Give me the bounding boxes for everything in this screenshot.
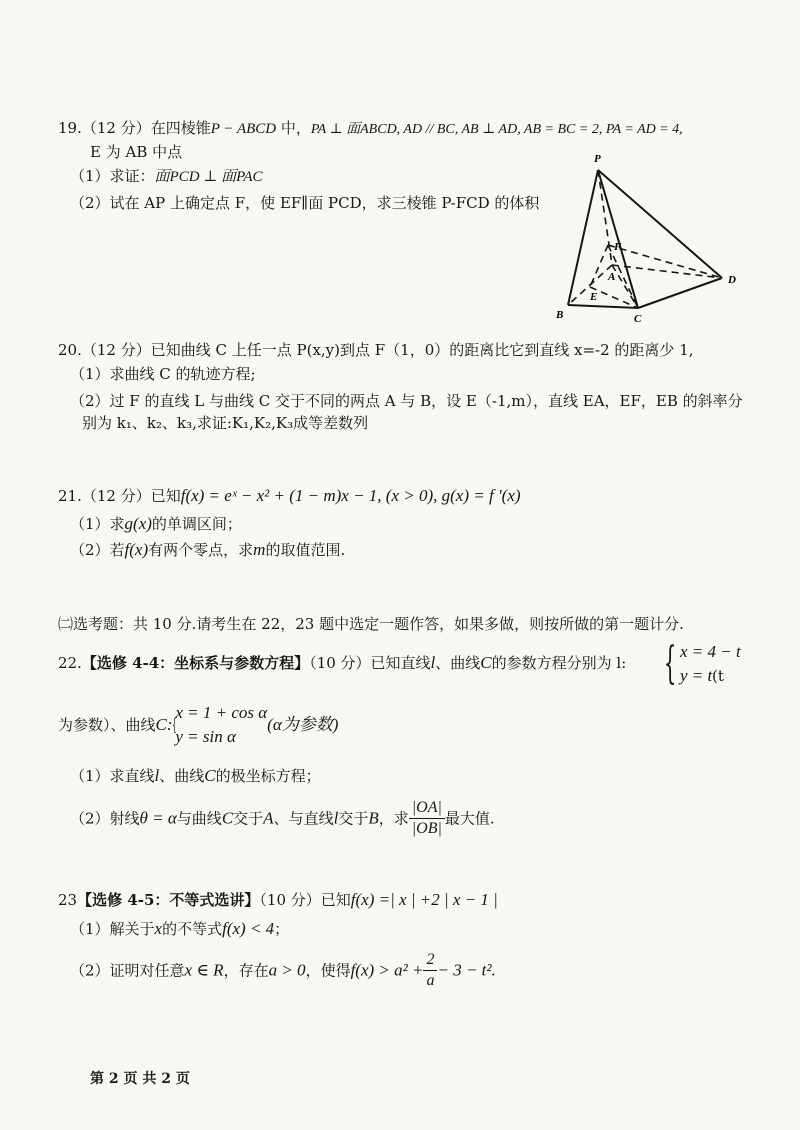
q22-curve-brace: { xyxy=(171,715,177,735)
edge-bc xyxy=(568,305,638,308)
q22-p2-text: （2）射线 xyxy=(70,809,140,828)
q23-p2-lhs: f(x) > a² + xyxy=(350,960,424,980)
q23-function: f(x) =| x | +2 | x − 1 | xyxy=(350,890,498,909)
q22-l: l xyxy=(430,653,436,672)
q23-p1-mid: 的不等式 xyxy=(162,920,223,938)
q21-p2-text: （2）若 xyxy=(70,541,125,559)
q23-points: （10 分）已知 xyxy=(259,891,351,909)
q22-line2-text: 为参数）、曲线 xyxy=(58,716,156,734)
q23-p2-text: （2）证明对任意 xyxy=(70,961,185,980)
q22-eq-c2: y = sin α xyxy=(175,727,236,746)
q23-line1 xyxy=(58,890,498,910)
q22-part1 xyxy=(70,766,321,786)
q22-t-open: (t xyxy=(712,667,724,685)
q19-pyramid: P − ABCD xyxy=(210,121,277,137)
q22-p1-l: l xyxy=(154,766,160,785)
q22-p2-B: B xyxy=(368,808,379,828)
q22-line-equations xyxy=(660,640,741,688)
q23-tag: 【选修 4-5：不等式选讲】 xyxy=(77,891,260,909)
q21-p2-mid: 有两个零点，求 xyxy=(148,541,254,559)
elective-header: ㈡选考题：共 10 分.请考生在 22，23 题中选定一题作答，如果多做，则按所做的第一题计分. xyxy=(58,615,684,633)
q21-p1-tail: 的单调区间； xyxy=(151,515,242,533)
label-f: F xyxy=(614,241,622,253)
edge-cd xyxy=(638,278,722,308)
q23-p2-c: ，使得 xyxy=(305,961,351,980)
q21-p1-text: （1）求 xyxy=(70,515,125,533)
q23-part2 xyxy=(70,950,496,991)
q23-part1 xyxy=(70,919,289,939)
q21-p1-g: g(x) xyxy=(124,514,152,533)
q19-part1-math: 面PCD ⊥ 面PAC xyxy=(154,169,263,185)
q22-p2-e: 交于 xyxy=(338,809,369,828)
q23-p1-x: x xyxy=(154,919,163,938)
q22-p2-C: C xyxy=(221,808,234,828)
q22-curve-eq-stack xyxy=(175,701,267,749)
q21-number: 21. xyxy=(58,487,82,505)
q20-stem: （12 分）已知曲线 C 上任一点 P(x,y)到点 F（1，0）的距离比它到直线 x=-2 的距离少 1, xyxy=(81,341,694,359)
q22-p2-g: 最大值. xyxy=(444,809,495,828)
q22-frac-num: |OA| xyxy=(409,798,445,819)
q20-number: 20. xyxy=(58,341,82,359)
q19-part1 xyxy=(70,166,263,187)
q22-p2-A: A xyxy=(263,808,274,828)
q22-C: C xyxy=(480,653,492,672)
q19-part2: （2）试在 AP 上确定点 F，使 EF∥面 PCD，求三棱锥 P-FCD 的体积 xyxy=(70,194,540,212)
q20-part1: （1）求曲线 C 的轨迹方程; xyxy=(70,365,256,383)
q21-function: f(x) = eˣ − x² + (1 − m)x − 1, (x > 0), g(x) = f ′(x) xyxy=(180,486,521,505)
q23-fraction xyxy=(423,950,437,991)
edge-pb xyxy=(568,170,598,305)
q19-number: 19. xyxy=(58,119,82,137)
q22-curve-name: C: xyxy=(155,715,173,734)
q22-line-brace: { xyxy=(663,638,677,689)
q22-p2-f: ，求 xyxy=(378,809,409,828)
q22-eq-l1: x = 4 − t xyxy=(680,642,741,661)
q22-eq-c1: x = 1 + cos α xyxy=(175,703,268,722)
edge-fe-hidden xyxy=(590,245,608,287)
q22-line1 xyxy=(58,653,626,673)
q22-part2 xyxy=(70,798,495,839)
q22-alpha-note: (α为参数) xyxy=(267,715,339,734)
q21-p2-f: f(x) xyxy=(124,540,149,559)
q22-p2-ray: θ = α xyxy=(139,808,177,828)
q21-part1 xyxy=(70,514,242,534)
q22-number: 22. xyxy=(58,654,82,672)
q22-p1-text: （1）求直线 xyxy=(70,767,155,785)
q22-p1-tail: 的极坐标方程； xyxy=(215,767,321,785)
q22-p2-d: 、与直线 xyxy=(273,809,334,828)
q23-number: 23 xyxy=(58,891,78,909)
q22-p1-mid: 、曲线 xyxy=(159,767,205,785)
q22-p2-b: 与曲线 xyxy=(176,809,222,828)
label-e: E xyxy=(590,291,598,303)
label-b: B xyxy=(556,309,564,321)
q21-line1 xyxy=(58,486,521,506)
q19-conditions: PA ⊥ 面ABCD, AD // BC, AB ⊥ AD, AB = BC = 2, PA = AD = 4, xyxy=(310,122,683,137)
q23-p1-inequality: f(x) < 4 xyxy=(222,919,275,938)
q22-p2-c: 交于 xyxy=(233,809,264,828)
q23-p2-rhs: − 3 − t². xyxy=(437,960,496,980)
q19-points: （12 分） xyxy=(81,119,151,137)
q23-p2-b: ，存在 xyxy=(223,961,269,980)
q22-tail: 的参数方程分别为 l: xyxy=(491,654,627,672)
q22-line2 xyxy=(58,701,338,749)
label-p: P xyxy=(594,153,601,165)
q22-points: （10 分）已知直线 xyxy=(309,654,431,672)
q22-tag: 【选修 4-4：坐标系与参数方程】 xyxy=(81,654,310,672)
q23-p2-cond: a > 0 xyxy=(268,960,306,980)
q23-frac-num: 2 xyxy=(423,950,437,971)
q19-stem: 在四棱锥 xyxy=(150,119,211,137)
q21-points: （12 分）已知 xyxy=(81,487,181,505)
q21-p2-m: m xyxy=(253,540,266,559)
edge-pc xyxy=(598,170,638,308)
q19-line1 xyxy=(58,118,683,140)
q22-fraction xyxy=(409,798,445,839)
q22-frac-den: |OB| xyxy=(411,820,442,837)
page-footer: 第 2 页 共 2 页 xyxy=(90,1071,190,1087)
label-d: D xyxy=(728,274,736,286)
q19-part1-label: （1）求证： xyxy=(70,167,155,185)
q20-line1 xyxy=(58,340,694,360)
label-a: A xyxy=(608,271,616,283)
q22-p1-C: C xyxy=(204,766,216,785)
q23-p2-set: x ∈ R xyxy=(184,960,224,980)
q23-frac-den: a xyxy=(426,972,435,989)
q22-eq-l2: y = t xyxy=(680,666,713,685)
q21-part2 xyxy=(70,540,345,560)
q19-stem-b: 中， xyxy=(276,119,311,137)
q22-p2-l: l xyxy=(333,808,339,828)
q23-p1-text: （1）解关于 xyxy=(70,920,155,938)
q22-mid: 、曲线 xyxy=(435,654,481,672)
q20-part2b: 别为 k₁、k₂、k₃,求证:K₁,K₂,K₃成等差数列 xyxy=(82,414,369,432)
q22-line-eq-stack xyxy=(680,640,741,688)
pyramid-figure xyxy=(550,150,750,325)
q21-p2-tail: 的取值范围. xyxy=(265,541,346,559)
label-c: C xyxy=(634,313,642,325)
q23-p1-tail: ； xyxy=(274,920,290,938)
q20-part2a: （2）过 F 的直线 L 与曲线 C 交于不同的两点 A 与 B，设 E（-1,m），直线 EA，EF，EB 的斜率分 xyxy=(70,392,743,410)
q19-line2: E 为 AB 中点 xyxy=(90,143,183,161)
